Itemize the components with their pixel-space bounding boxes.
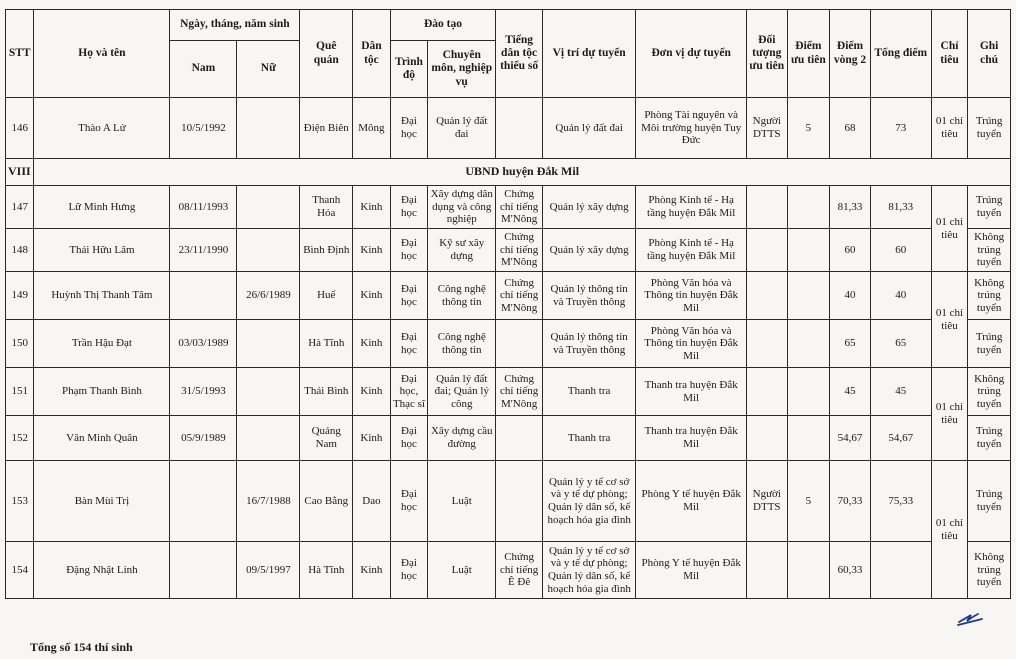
cell-priority-group (746, 272, 787, 320)
cell-total: 60 (870, 229, 931, 272)
cell-stt: 152 (6, 416, 34, 461)
cell-total: 54,67 (870, 416, 931, 461)
cell-stt: 154 (6, 542, 34, 599)
cell-hometown: Điện Biên (300, 98, 353, 159)
cell-ethnicity: Kinh (353, 272, 391, 320)
cell-ethnicity: Kinh (353, 416, 391, 461)
cell-male-dob (170, 461, 237, 542)
cell-priority-group (746, 368, 787, 416)
table-row (6, 229, 1011, 272)
cell-note: Trúng tuyển (968, 416, 1011, 461)
cell-name: Lữ Minh Hưng (34, 186, 170, 229)
cell-total: 40 (870, 272, 931, 320)
cell-hometown: Quảng Nam (300, 416, 353, 461)
header-round2-score: Điểm vòng 2 (830, 10, 871, 98)
cell-hometown: Bình Định (300, 229, 353, 272)
cell-name: Thào A Lử (34, 98, 170, 159)
cell-position: Quản lý xây dựng (542, 186, 635, 229)
header-male: Nam (170, 41, 237, 98)
cell-major: Luật (428, 542, 496, 599)
cell-female-dob (237, 186, 300, 229)
cell-position: Thanh tra (542, 368, 635, 416)
cell-female-dob (237, 416, 300, 461)
table-row (6, 461, 1011, 542)
section-roman: VIII (6, 159, 34, 186)
cell-quota: 01 chỉ tiêu (931, 368, 968, 461)
header-position: Vị trí dự tuyển (542, 10, 635, 98)
cell-round2: 68 (830, 98, 871, 159)
cell-quota: 01 chỉ tiêu (931, 272, 968, 368)
cell-round2: 70,33 (830, 461, 871, 542)
cell-level: Đại học (390, 98, 428, 159)
cell-total: 81,33 (870, 186, 931, 229)
table-row (6, 320, 1011, 368)
cell-level: Đại học (390, 272, 428, 320)
header-stt: STT (6, 10, 34, 98)
cell-round2: 81,33 (830, 186, 871, 229)
total-candidates: Tổng số 154 thí sinh (30, 640, 133, 654)
table-row (6, 98, 1011, 159)
cell-male-dob: 05/9/1989 (170, 416, 237, 461)
cell-language (496, 461, 543, 542)
table-row (6, 368, 1011, 416)
cell-round2: 60,33 (830, 542, 871, 599)
cell-note: Không trúng tuyển (968, 272, 1011, 320)
cell-note: Trúng tuyển (968, 186, 1011, 229)
cell-major: Quản lý đất đai (428, 98, 496, 159)
cell-name: Bàn Mùi Trị (34, 461, 170, 542)
cell-level: Đại học (390, 186, 428, 229)
cell-position: Quản lý đất đai (542, 98, 635, 159)
cell-ethnicity: Mông (353, 98, 391, 159)
cell-stt: 149 (6, 272, 34, 320)
header-note: Ghi chú (968, 10, 1011, 98)
cell-female-dob: 16/7/1988 (237, 461, 300, 542)
cell-name: Văn Minh Quân (34, 416, 170, 461)
cell-level: Đại học (390, 320, 428, 368)
cell-quota: 01 chỉ tiêu (931, 186, 968, 272)
cell-hometown: Thái Bình (300, 368, 353, 416)
cell-major: Luật (428, 461, 496, 542)
cell-total: 73 (870, 98, 931, 159)
cell-level: Đại học (390, 461, 428, 542)
cell-hometown: Thanh Hóa (300, 186, 353, 229)
cell-hometown: Cao Bằng (300, 461, 353, 542)
cell-note: Trúng tuyển (968, 461, 1011, 542)
cell-stt: 153 (6, 461, 34, 542)
cell-unit: Phòng Y tế huyện Đắk Mil (636, 542, 747, 599)
cell-unit: Phòng Tài nguyên và Môi trường huyện Tuy Đức (636, 98, 747, 159)
header-priority-score: Điểm ưu tiên (787, 10, 830, 98)
cell-name: Thái Hữu Lâm (34, 229, 170, 272)
cell-language: Chứng chỉ tiếng M'Nông (496, 272, 543, 320)
header-female: Nữ (237, 41, 300, 98)
cell-total: 45 (870, 368, 931, 416)
cell-priority-group (746, 320, 787, 368)
cell-position: Thanh tra (542, 416, 635, 461)
cell-major: Xây dựng dân dụng và công nghiệp (428, 186, 496, 229)
cell-unit: Phòng Y tế huyện Đắk Mil (636, 461, 747, 542)
header-priority-group: Đối tượng ưu tiên (746, 10, 787, 98)
table-row (6, 272, 1011, 320)
cell-male-dob: 03/03/1989 (170, 320, 237, 368)
cell-priority-group (746, 186, 787, 229)
cell-priority-score (787, 272, 830, 320)
cell-round2: 40 (830, 272, 871, 320)
section-row (6, 159, 1011, 186)
cell-stt: 146 (6, 98, 34, 159)
cell-quota: 01 chỉ tiêu (931, 98, 968, 159)
results-table (5, 9, 1011, 599)
cell-name: Đặng Nhật Linh (34, 542, 170, 599)
cell-level: Đại học (390, 229, 428, 272)
cell-priority-score (787, 368, 830, 416)
cell-hometown: Huế (300, 272, 353, 320)
cell-unit: Phòng Văn hóa và Thông tin huyện Đắk Mil (636, 272, 747, 320)
cell-ethnicity: Kinh (353, 229, 391, 272)
cell-round2: 54,67 (830, 416, 871, 461)
cell-language: Chứng chỉ tiếng M'Nông (496, 368, 543, 416)
cell-female-dob: 09/5/1997 (237, 542, 300, 599)
cell-ethnicity: Dao (353, 461, 391, 542)
cell-stt: 147 (6, 186, 34, 229)
cell-major: Công nghệ thông tin (428, 272, 496, 320)
cell-unit: Phòng Kinh tế - Hạ tầng huyện Đắk Mil (636, 229, 747, 272)
cell-level: Đại học (390, 416, 428, 461)
cell-hometown: Hà Tĩnh (300, 542, 353, 599)
cell-ethnicity: Kinh (353, 368, 391, 416)
cell-priority-score (787, 229, 830, 272)
cell-stt: 148 (6, 229, 34, 272)
cell-priority-score (787, 542, 830, 599)
cell-round2: 60 (830, 229, 871, 272)
cell-unit: Thanh tra huyện Đắk Mil (636, 368, 747, 416)
cell-round2: 45 (830, 368, 871, 416)
cell-name: Phạm Thanh Bình (34, 368, 170, 416)
table-row (6, 542, 1011, 599)
cell-stt: 151 (6, 368, 34, 416)
cell-name: Huỳnh Thị Thanh Tâm (34, 272, 170, 320)
cell-stt: 150 (6, 320, 34, 368)
cell-note: Không trúng tuyển (968, 542, 1011, 599)
cell-priority-score (787, 416, 830, 461)
header-total-score: Tổng điểm (870, 10, 931, 98)
cell-priority-group: Người DTTS (746, 98, 787, 159)
cell-major: Công nghệ thông tin (428, 320, 496, 368)
cell-female-dob: 26/6/1989 (237, 272, 300, 320)
header-training: Đào tạo (390, 10, 496, 41)
cell-priority-group (746, 542, 787, 599)
cell-total: 75,33 (870, 461, 931, 542)
header-quota: Chỉ tiêu (931, 10, 968, 98)
cell-priority-score (787, 320, 830, 368)
cell-female-dob (237, 320, 300, 368)
cell-major: Xây dựng cầu đường (428, 416, 496, 461)
cell-ethnicity: Kinh (353, 542, 391, 599)
cell-ethnicity: Kinh (353, 186, 391, 229)
cell-total (870, 542, 931, 599)
cell-priority-group (746, 416, 787, 461)
cell-language: Chứng chỉ tiếng M'Nông (496, 186, 543, 229)
header-ethnicity: Dân tộc (353, 10, 391, 98)
header-name: Họ và tên (34, 10, 170, 98)
cell-total: 65 (870, 320, 931, 368)
cell-note: Không trúng tuyển (968, 229, 1011, 272)
cell-level: Đại học, Thạc sĩ (390, 368, 428, 416)
signature-mark (956, 608, 984, 628)
cell-level: Đại học (390, 542, 428, 599)
cell-priority-group (746, 229, 787, 272)
table-row (6, 186, 1011, 229)
cell-quota: 01 chỉ tiêu (931, 461, 968, 599)
cell-language (496, 98, 543, 159)
cell-male-dob: 31/5/1993 (170, 368, 237, 416)
cell-note: Trúng tuyển (968, 98, 1011, 159)
cell-position: Quản lý y tế cơ sở và y tế dự phòng; Quản lý dân số, kế hoạch hóa gia đình (542, 461, 635, 542)
cell-priority-score (787, 186, 830, 229)
cell-male-dob (170, 542, 237, 599)
cell-priority-score: 5 (787, 461, 830, 542)
cell-unit: Thanh tra huyện Đắk Mil (636, 416, 747, 461)
cell-language (496, 320, 543, 368)
cell-name: Trần Hậu Đạt (34, 320, 170, 368)
cell-ethnicity: Kinh (353, 320, 391, 368)
cell-note: Trúng tuyển (968, 320, 1011, 368)
cell-priority-group: Người DTTS (746, 461, 787, 542)
cell-major: Kỹ sư xây dựng (428, 229, 496, 272)
cell-position: Quản lý thông tin và Truyền thông (542, 272, 635, 320)
cell-priority-score: 5 (787, 98, 830, 159)
cell-round2: 65 (830, 320, 871, 368)
cell-language: Chứng chỉ tiếng Ê Đê (496, 542, 543, 599)
cell-male-dob: 23/11/1990 (170, 229, 237, 272)
cell-male-dob: 08/11/1993 (170, 186, 237, 229)
table-row (6, 416, 1011, 461)
header-major: Chuyên môn, nghiệp vụ (428, 41, 496, 98)
header-hometown: Quê quán (300, 10, 353, 98)
cell-female-dob (237, 229, 300, 272)
header-level: Trình độ (390, 41, 428, 98)
section-title: UBND huyện Đắk Mil (34, 159, 1011, 186)
cell-position: Quản lý y tế cơ sở và y tế dự phòng; Quản lý dân số, kế hoạch hóa gia đình (542, 542, 635, 599)
cell-position: Quản lý xây dựng (542, 229, 635, 272)
cell-female-dob (237, 368, 300, 416)
cell-male-dob: 10/5/1992 (170, 98, 237, 159)
cell-note: Không trúng tuyển (968, 368, 1011, 416)
cell-male-dob (170, 272, 237, 320)
cell-major: Quản lý đất đai; Quản lý công (428, 368, 496, 416)
cell-language (496, 416, 543, 461)
cell-hometown: Hà Tĩnh (300, 320, 353, 368)
cell-language: Chứng chỉ tiếng M'Nông (496, 229, 543, 272)
cell-unit: Phòng Văn hóa và Thông tin huyện Đắk Mil (636, 320, 747, 368)
header-minority-language: Tiếng dân tộc thiểu số (496, 10, 543, 98)
header-unit: Đơn vị dự tuyển (636, 10, 747, 98)
cell-position: Quản lý thông tin và Truyền thông (542, 320, 635, 368)
cell-female-dob (237, 98, 300, 159)
cell-unit: Phòng Kinh tế - Hạ tầng huyện Đắk Mil (636, 186, 747, 229)
header-dob: Ngày, tháng, năm sinh (170, 10, 300, 41)
